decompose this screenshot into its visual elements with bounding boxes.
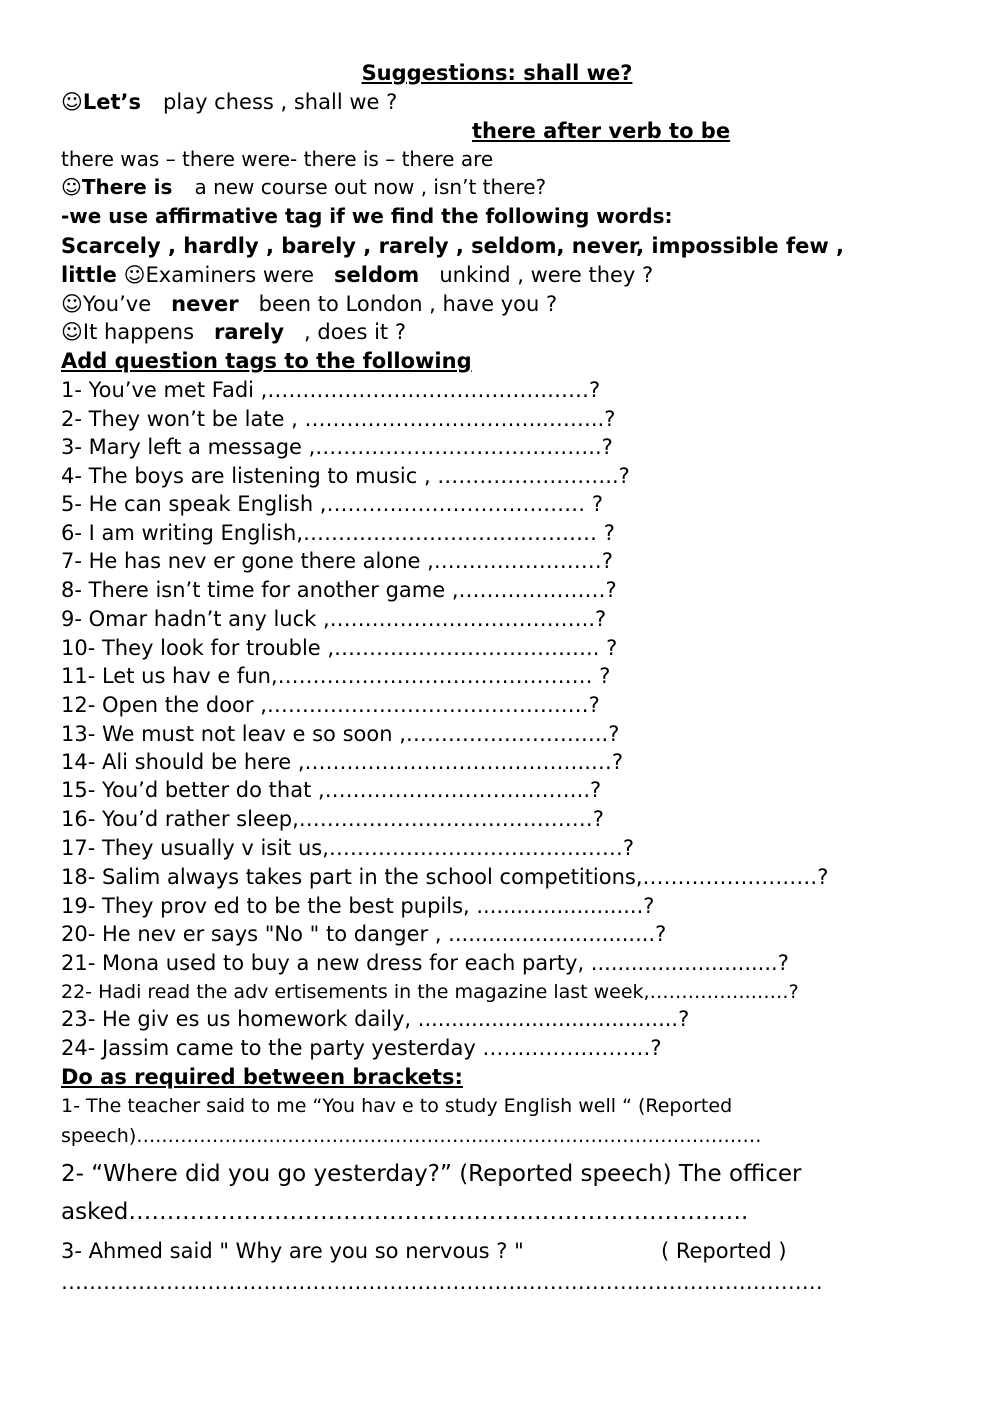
tag-item: 20- He nev er says "No " to danger , ...............................? [61, 922, 667, 946]
tag-item: 24- Jassim came to the party yesterday ……………………? [61, 1036, 662, 1060]
bracket-q2-line2: asked……………………………………………..………………………. [61, 1199, 749, 1225]
tag-item: 19- They prov ed to be the best pupils, .........................? [61, 894, 655, 918]
tag-item: 10- They look for trouble ,……………………………….. ? [61, 636, 618, 660]
brackets-heading: Do as required between brackets: [61, 1065, 463, 1089]
negative-words-last: little [61, 263, 117, 287]
example-seldom-keyword: seldom [334, 263, 420, 287]
example-never-a: ☺You’ve [61, 292, 152, 316]
tag-item: 7- He has nev er gone there alone ,……………………? [61, 549, 613, 573]
tag-item: 1- You’ve met Fadi ,………………………………….……? [61, 378, 601, 402]
bracket-q2-line1: 2- “Where did you go yesterday?” (Reported speech) The officer [61, 1161, 802, 1187]
tag-item: 17- They usually v isit us,……………………………………? [61, 836, 635, 860]
page-title: Suggestions: shall we? [361, 61, 633, 85]
bracket-q3-text: 3- Ahmed said " Why are you so nervous ? " [61, 1239, 524, 1263]
tag-item: 12- Open the door ,…………………………………….…? [61, 693, 600, 717]
tag-item: 11- Let us hav e fun,……………………………………… ? [61, 664, 611, 688]
example-seldom-a: ☺Examiners were [123, 263, 315, 287]
tag-item: 6- I am writing English,…………………………………… ? [61, 521, 615, 545]
tag-item: 14- Ali should be here ,…………………………………..…? [61, 750, 624, 774]
example-never [61, 291, 557, 317]
example-rarely [61, 319, 406, 345]
tags-heading: Add question tags to the following [61, 349, 472, 373]
tag-item: 3- Mary left a message ,…………………………………..? [61, 435, 613, 459]
negative-words-list: Scarcely , hardly , barely , rarely , seldom, never, impossible few , [61, 234, 845, 258]
there-forms: there was – there were- there is – there are [61, 147, 494, 171]
tag-item: 5- He can speak English ,………………………….…… ? [61, 492, 603, 516]
example-lets-rest: play chess , shall we ? [163, 90, 398, 114]
tag-item: 23- He giv es us homework daily, .......................................? [61, 1007, 690, 1031]
bracket-q1-line1: 1- The teacher said to me “You hav e to study English well “ (Reported [61, 1095, 733, 1117]
bracket-q3-answer-line: ………………..………………………………………..…………………………………… [61, 1270, 823, 1294]
example-there-rest: a new course out now , isn’t there? [194, 175, 547, 199]
tag-item: 8- There isn’t time for another game ,…………………? [61, 578, 617, 602]
tag-item: 4- The boys are listening to music , ……………………..? [61, 464, 630, 488]
tag-item: 2- They won’t be late , ……………………………..……..? [61, 407, 616, 431]
example-there-prefix: ☺There is [61, 175, 173, 199]
bracket-q1-line2: speech)….……………..……………………………..……….…………………………… [61, 1125, 762, 1147]
example-never-keyword: never [171, 292, 239, 316]
example-rarely-keyword: rarely [214, 320, 285, 344]
tag-item: 21- Mona used to buy a new dress for each party, ............................? [61, 951, 789, 975]
example-never-c: been to London , have you ? [258, 292, 558, 316]
example-seldom [61, 262, 653, 288]
tag-item: 22- Hadi read the adv ertisements in the magazine last week,…………….……? [61, 981, 799, 1003]
example-lets [61, 89, 397, 115]
tag-item: 18- Salim always takes part in the school competitions,…………….………? [61, 865, 829, 889]
there-heading: there after verb to be [472, 119, 731, 143]
bracket-q3-label: ( Reported ) [661, 1239, 787, 1263]
tag-item: 9- Omar hadn’t any luck ,………………………………..? [61, 607, 607, 631]
example-seldom-c: unkind , were they ? [439, 263, 654, 287]
example-there [61, 174, 546, 200]
example-lets-prefix: ☺Let’s [61, 90, 142, 114]
tag-item: 16- You’d rather sleep,……………………………………? [61, 807, 604, 831]
example-rarely-a: ☺It happens [61, 320, 195, 344]
example-rarely-c: , does it ? [304, 320, 406, 344]
affirmative-rule: -we use affirmative tag if we find the following words: [61, 204, 673, 228]
tag-item: 13- We must not leav e so soon ,………………………..? [61, 722, 620, 746]
tag-item: 15- You’d better do that ,………………………………..? [61, 778, 602, 802]
